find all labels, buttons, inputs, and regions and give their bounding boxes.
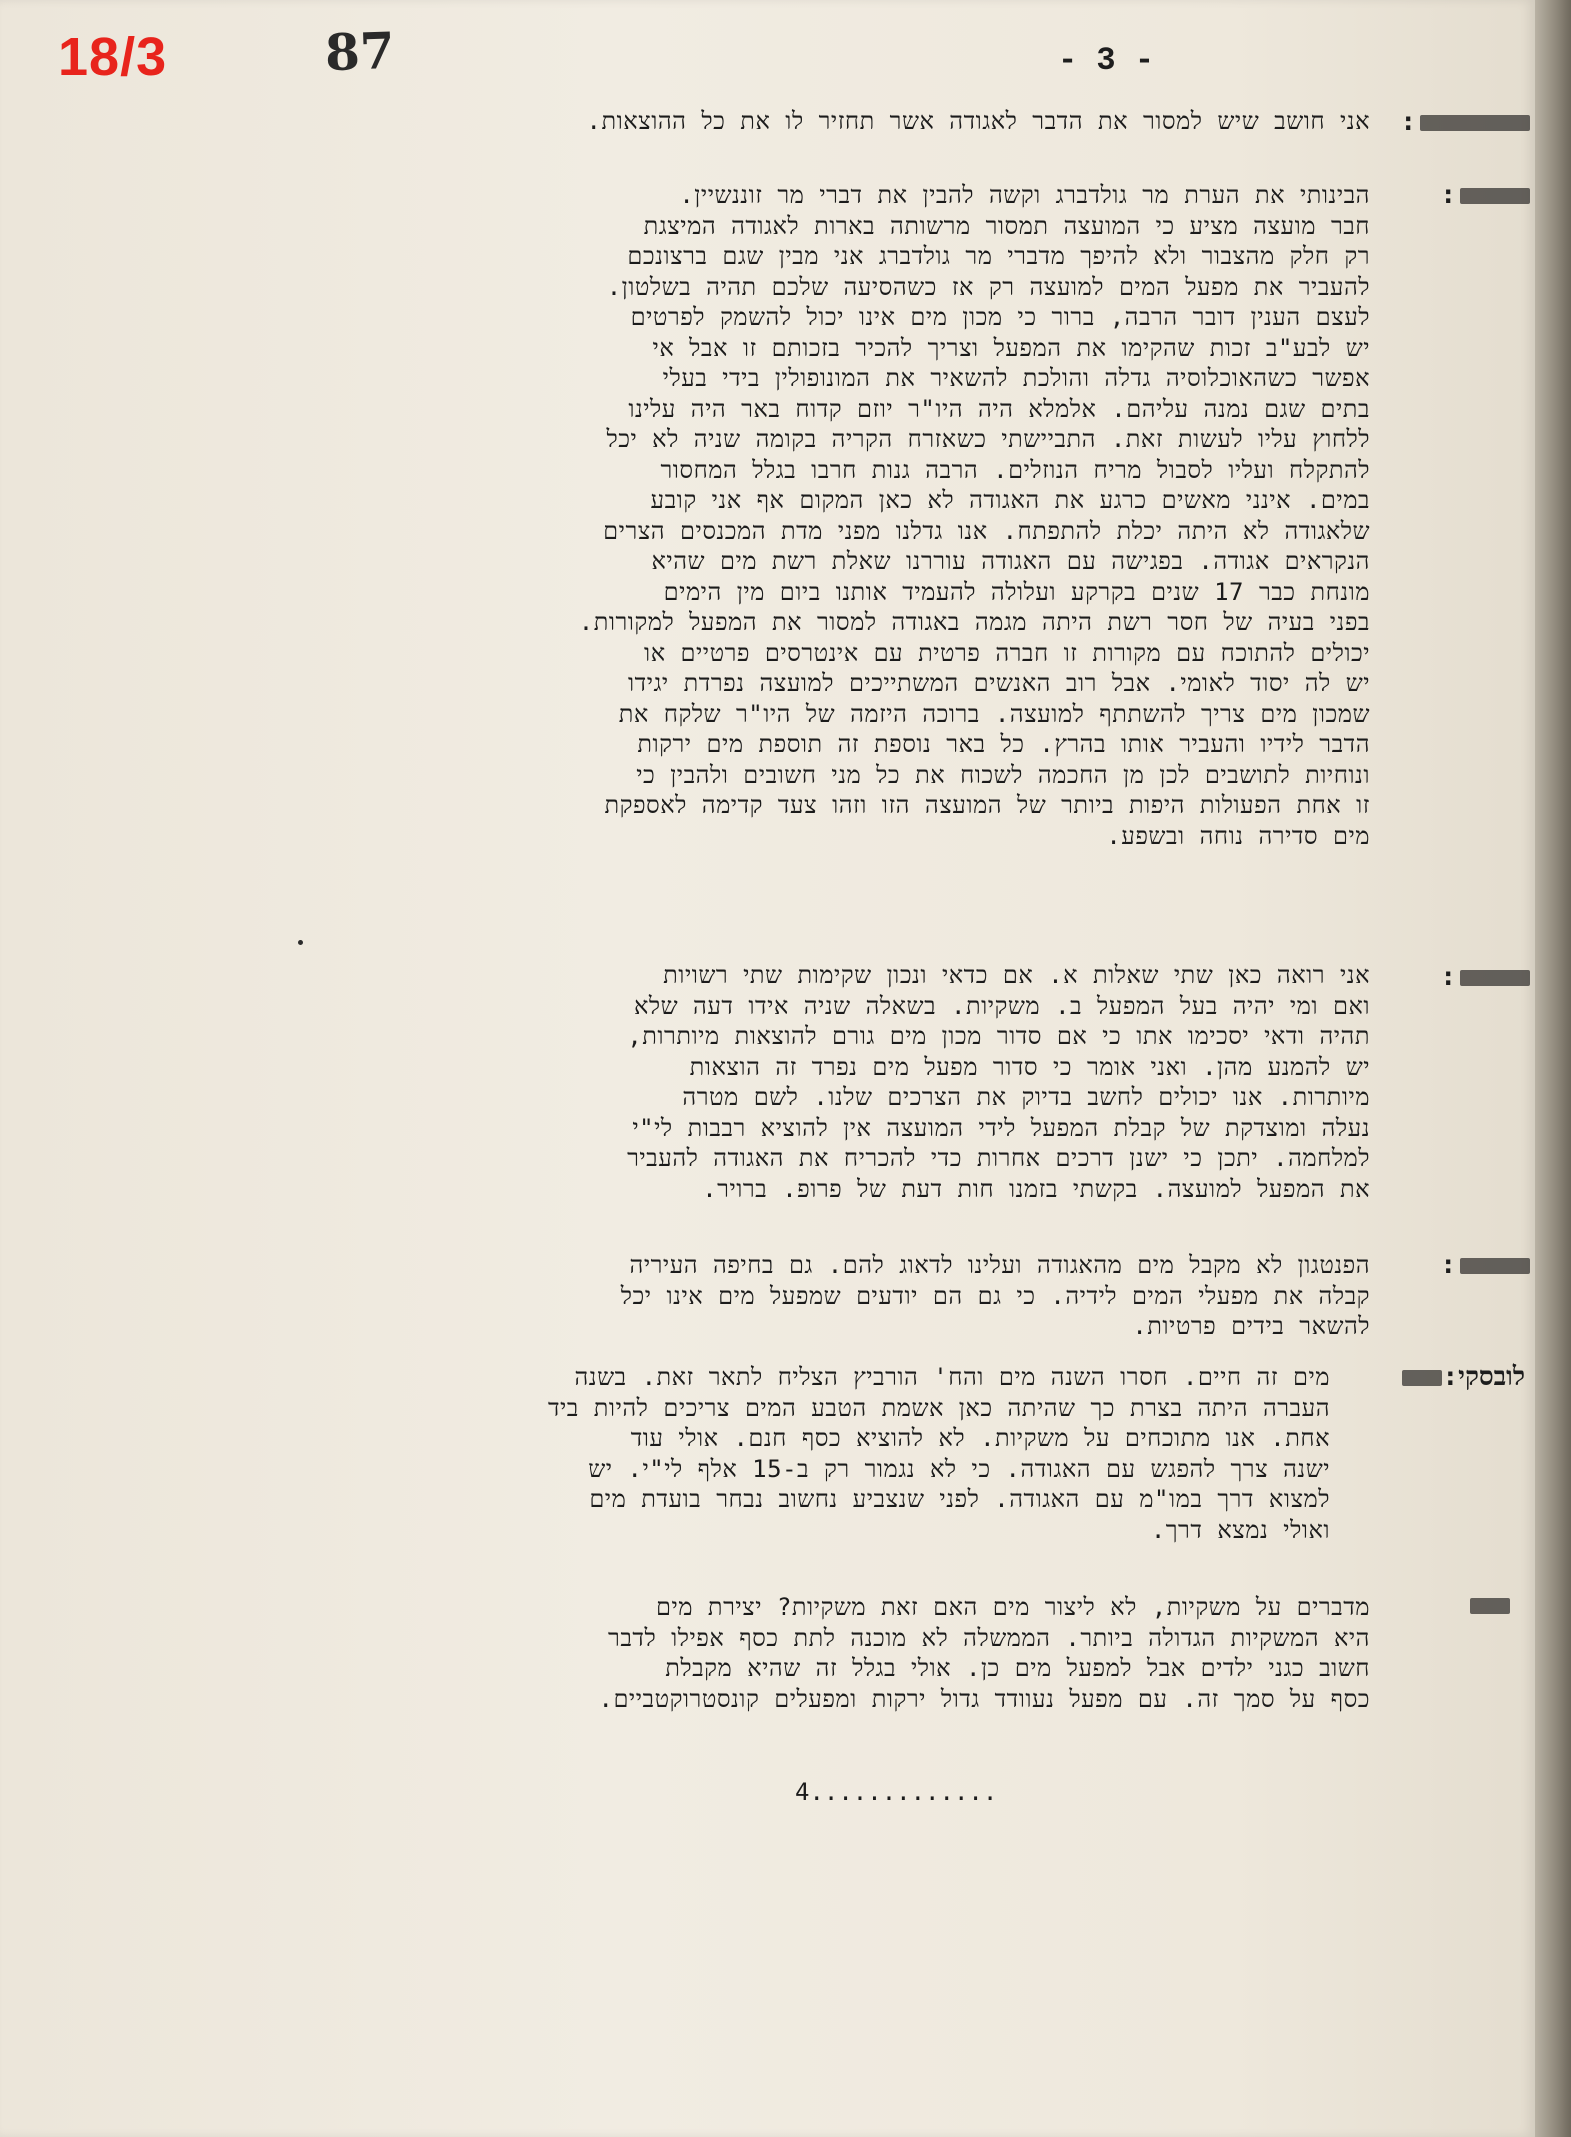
redaction-mark — [1460, 970, 1530, 986]
text-line: יש לה יסוד לאומי. אבל רוב האנשים המשתייכים למועצה נפרדת יגידו — [628, 669, 1370, 697]
paragraph — [80, 1362, 1330, 1545]
text-line: ואם ומי יהיה בעל המפעל ב. משקיות. בשאלה שניה אידו דעה שלא — [633, 991, 1370, 1020]
text-line: מיותרות. אנו יכולים לחשב בדיוק את הצרכים שלנו. לשם מטרה — [682, 1083, 1370, 1111]
text-line: אני חושב שיש למסור את הדבר לאגודה אשר תחזיר לו את כל ההוצאות. — [586, 107, 1370, 135]
text-line: בפני בעיה של חסר רשת היתה מגמה באגודה למסור את המפעל למקורות. — [578, 608, 1370, 636]
text-line: חבר מועצה מציע כי המועצה תמסור מרשותה בארות לאגודה המיצגת — [643, 211, 1370, 240]
text-line: מים סדירה נוחה ובשפע. — [1106, 821, 1370, 850]
text-line: ללחוץ עליו לעשות זאת. התביישתי כשאזרח הקריה בקומה שניה לא יכל — [606, 425, 1370, 453]
redaction-mark — [1420, 115, 1530, 131]
page-number: - 3 - — [1058, 42, 1155, 79]
text-line: ונוחיות לתושבים לכן מן החכמה לשכוח את כל מני חשובים ולהבין כי — [636, 760, 1370, 789]
redaction-mark — [1460, 1258, 1530, 1274]
text-line: את המפעל למועצה. בקשתי בזמנו חות דעת של פרופ. ברויר. — [702, 1174, 1370, 1203]
text-line: קבלה את מפעלי המים לידיה. כי גם הם יודעים שמפעל מים אינו יכל — [620, 1281, 1370, 1310]
speaker-label — [1440, 1590, 1510, 1620]
text-line: יכולים להתוכח עם מקורות זו חברה פרטית עם אינטרסים פרטיים או — [644, 638, 1370, 667]
text-line: היא המשקיות הגדולה ביותר. הממשלה לא מוכנה לתת כסף אפילו לדבר — [608, 1623, 1370, 1652]
redaction-mark — [1402, 1370, 1442, 1386]
paragraph — [80, 106, 1370, 137]
text-line: אחת. אנו מתוכחים על משקיות. לא להוציא כסף חנם. אולי עוד — [630, 1424, 1330, 1452]
redaction-mark — [1470, 1598, 1510, 1614]
paragraph — [80, 960, 1370, 1204]
redaction-mark — [1460, 188, 1530, 204]
text-line: תהיה ודאי יסכימו אתו כי אם סדור מכון מים גורם להוצאות מיותרות, — [627, 1022, 1370, 1050]
text-line: שלאגודה לא היתה יכלת להתפתח. אנו גדלנו מפני מדת המכנסים הצרים — [603, 516, 1370, 545]
continuation-marker: 4............. — [795, 1778, 998, 1806]
paragraph — [80, 1592, 1370, 1714]
text-line: יש להמנע מהן. ואני אומר כי סדור מפעל מים נפרד זה הוצאות — [689, 1052, 1370, 1081]
ink-speck — [298, 940, 303, 945]
text-line: הפנטגון לא מקבל מים מהאגודה ועלינו לדאוג להם. גם בחיפה העיריה — [629, 1251, 1370, 1279]
text-line: אפשר כשהאוכלוסיה גדלה והולכת להשאיר את המונופולין בידי בעלי — [662, 364, 1370, 392]
paragraph — [80, 180, 1370, 851]
text-line: זו אחת הפעולות היפות ביותר של המועצה הזו וזהו צעד קדימה לאספקת — [604, 791, 1370, 819]
text-line: מונחת כבר 17 שנים בקרקע ועלולה להעמיד אותנו ביום מין הימים — [663, 577, 1370, 606]
text-line: נעלה ומוצדקת של קבלת המפעל לידי המועצה אין להוציא רבבות לי"י — [632, 1113, 1370, 1142]
text-line: למצוא דרך במו"מ עם האגודה. לפני שנצביע נחשוב נבחר בועדת מים — [589, 1485, 1330, 1513]
speaker-label: : — [1390, 1250, 1530, 1280]
text-line: העברה היתה בצרת כך שהיתה כאן אשמת הטבע המים צריכים להיות ביד — [547, 1393, 1330, 1422]
text-line: מדברים על משקיות, לא ליצור מים האם זאת משקיות? יצירת מים — [655, 1593, 1370, 1621]
text-line: ישנה צרך להפגש עם האגודה. כי לא נגמור רק ב-15 אלף לי"י. יש — [588, 1454, 1330, 1483]
text-line: הנקראים אגודה. בפגישה עם האגודה עוררנו שאלת רשת מים שהיא — [651, 547, 1370, 575]
paragraph — [80, 1250, 1370, 1342]
text-line: להתקלח ועליו לסבול מריח הנוזלים. הרבה גנות חרבו בגלל המחסור — [660, 455, 1370, 484]
binding-edge — [1535, 0, 1571, 2137]
speaker-label — [1335, 1362, 1525, 1392]
text-line: שמכון מים צריך להשתתף למועצה. ברוכה היזמה של היו"ר שלקח את — [618, 699, 1370, 728]
text-line: להעביר את מפעל המים למועצה רק אז כשהסיעה שלכם תהיה בשלטון. — [606, 272, 1370, 301]
faint-header-text — [55, 74, 1105, 100]
archive-id-stamp: 18/3 — [58, 27, 168, 87]
text-line: בתים שגם נמנה עליהם. אלמלא היה היו"ר יוזם קדוח באר היה עלינו — [628, 394, 1370, 423]
text-line: יש לבע"ב זכות שהקימו את המפעל וצריך להכיר בזכותם זו אבל אי — [652, 333, 1370, 362]
text-line: להשאר בידים פרטיות. — [1132, 1312, 1370, 1340]
text-line: חשוב כגני ילדים אבל למפעל מים כן. אולי בגלל זה שהיא מקבלת — [665, 1654, 1370, 1682]
text-line: ואולי נמצא דרך. — [1150, 1515, 1330, 1544]
text-line: מים זה חיים. חסרו השנה מים והח' הורביץ הצליח לתאר זאת. בשנה — [574, 1363, 1330, 1391]
folio-number: 87 — [323, 20, 396, 83]
text-line: אני רואה כאן שתי שאלות א. אם כדאי ונכון שקימות שתי רשויות — [663, 961, 1370, 989]
text-line: למלחמה. יתכן כי ישנן דרכים אחרות כדי להכריח את האגודה להעביר — [627, 1144, 1370, 1172]
speaker-label: : — [1390, 107, 1530, 137]
text-line: במים. אינני מאשים כרגע את האגודה לא כאן המקום אף אני קובע — [650, 486, 1370, 514]
speaker-name: לובסקי: — [1442, 1362, 1525, 1392]
speaker-label: : — [1390, 180, 1530, 210]
text-line: רק חלק מהצבור ולא להיפך מדברי מר גולדברג אני מבין שגם ברצונכם — [627, 242, 1370, 270]
text-line: כסף על סמך זה. עם מפעל נעוודד גדול ירקות ומפעלים קונסטרוקטביים. — [598, 1684, 1370, 1713]
text-line: הדבר לידיו והעביר אותו בהרץ. כל באר נוספת זה תוספת מים ירקות — [637, 730, 1370, 758]
text-line: הבינותי את הערת מר גולדברג וקשה להבין את דברי מר זוננשיין. — [679, 181, 1370, 209]
speaker-label: : — [1390, 962, 1530, 992]
text-line: לעצם הענין דובר הרבה, ברור כי מכון מים אינו יכול להשמק לפרטים — [630, 303, 1370, 331]
